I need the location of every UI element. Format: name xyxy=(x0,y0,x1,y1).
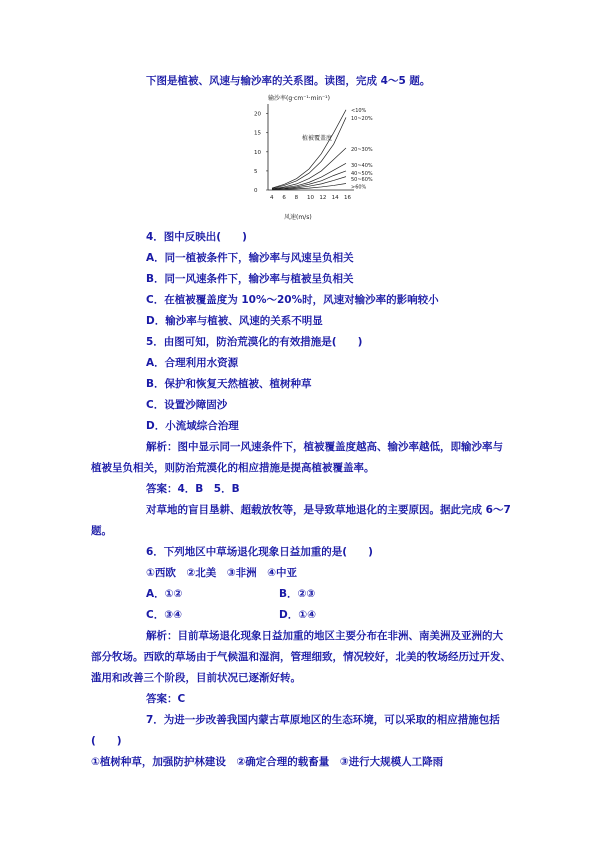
series-line xyxy=(272,110,346,188)
analysis-2-line2: 部分牧场。西欧的草场由于气候温和湿润，管理细致，情况较好，北美的牧场经历过开发、 xyxy=(91,651,511,663)
q4-option-c: C．在植被覆盖度为 10%～20%时，风速对输沙率的影响较小 xyxy=(146,294,439,306)
x-tick-label: 10 xyxy=(307,195,314,201)
x-axis-label: 风速(m/s) xyxy=(284,214,312,221)
series-label: <10% xyxy=(351,107,367,114)
q6-items: ①西欧 ②北美 ③非洲 ④中亚 xyxy=(146,567,298,579)
q5-stem: 5．由图可知，防治荒漠化的有效措施是( ) xyxy=(146,336,363,348)
series-label: >60% xyxy=(351,184,367,191)
q7-stem-line2: ( ) xyxy=(91,735,122,747)
q4-option-a: A．同一植被条件下，输沙率与风速呈负相关 xyxy=(146,252,354,264)
analysis-2-line1: 解析：目前草场退化现象日益加重的地区主要分布在非洲、南美洲及亚洲的大 xyxy=(146,630,503,642)
y-tick-label: 5 xyxy=(254,168,258,175)
x-tick-label: 4 xyxy=(270,195,274,201)
analysis-1-line1: 解析：图中显示同一风速条件下，植被覆盖度越高、输沙率越低，即输沙率与 xyxy=(146,441,503,453)
x-tick-label: 16 xyxy=(344,195,351,201)
series-label: 50~60% xyxy=(351,177,373,184)
y-tick-label: 10 xyxy=(254,149,261,156)
q4-stem: 4．图中反映出( ) xyxy=(146,231,247,243)
q6-stem: 6．下列地区中草场退化现象日益加重的是( ) xyxy=(146,546,373,558)
y-tick-label: 0 xyxy=(254,188,258,194)
series-label: 30~40% xyxy=(351,162,373,169)
series-label: 20~30% xyxy=(351,147,373,153)
answer-2: 答案：C xyxy=(146,693,186,705)
chart-annotation: 植被覆盖度 xyxy=(302,135,333,142)
chart xyxy=(250,92,375,222)
q7-items: ①植树种草，加强防护林建设 ②确定合理的载畜量 ③进行大规模人工降雨 xyxy=(91,756,444,768)
q6-option-c: C．③④ xyxy=(146,609,182,621)
y-axis-label: 输沙率(g·cm⁻¹·min⁻¹) xyxy=(268,95,330,102)
analysis-2-line3: 滥用和改善三个阶段，目前状况已逐渐好转。 xyxy=(91,672,301,684)
series-label: 40~50% xyxy=(351,170,373,177)
q5-option-a: A．合理利用水资源 xyxy=(146,357,239,369)
series-label: 10~20% xyxy=(351,115,373,122)
x-tick-label: 14 xyxy=(331,195,339,201)
y-tick-label: 15 xyxy=(254,130,261,137)
series-line xyxy=(272,117,346,188)
x-tick-label: 8 xyxy=(294,195,299,201)
q5-option-d: D．小流域综合治理 xyxy=(146,420,239,432)
intro-text: 下图是植被、风速与输沙率的关系图。读图，完成 4～5 题。 xyxy=(146,75,431,87)
intro-2-line1: 对草地的盲目垦耕、超载放牧等，是导致草地退化的主要原因。据此完成 6～7 xyxy=(146,504,511,516)
q7-stem-line1: 7．为进一步改善我国内蒙古草原地区的生态环境，可以采取的相应措施包括 xyxy=(146,714,500,726)
x-tick-label: 6 xyxy=(282,195,286,201)
analysis-1-line2: 植被呈负相关，则防治荒漠化的相应措施是提高植被覆盖率。 xyxy=(91,462,375,474)
intro-2-line2: 题。 xyxy=(91,525,112,537)
q5-option-b: B．保护和恢复天然植被、植树种草 xyxy=(146,378,312,390)
q6-option-a: A．①② xyxy=(146,588,183,600)
q6-option-d: D．①④ xyxy=(279,609,316,621)
q4-option-d: D．输沙率与植被、风速的关系不明显 xyxy=(146,315,323,327)
q4-option-b: B．同一风速条件下，输沙率与植被呈负相关 xyxy=(146,273,354,285)
x-tick-label: 12 xyxy=(319,195,327,201)
q5-option-c: C．设置沙障固沙 xyxy=(146,399,228,411)
q6-option-b: B．②③ xyxy=(279,588,316,600)
y-tick-label: 20 xyxy=(254,111,261,118)
answer-1: 答案：4．B 5．B xyxy=(146,483,240,495)
